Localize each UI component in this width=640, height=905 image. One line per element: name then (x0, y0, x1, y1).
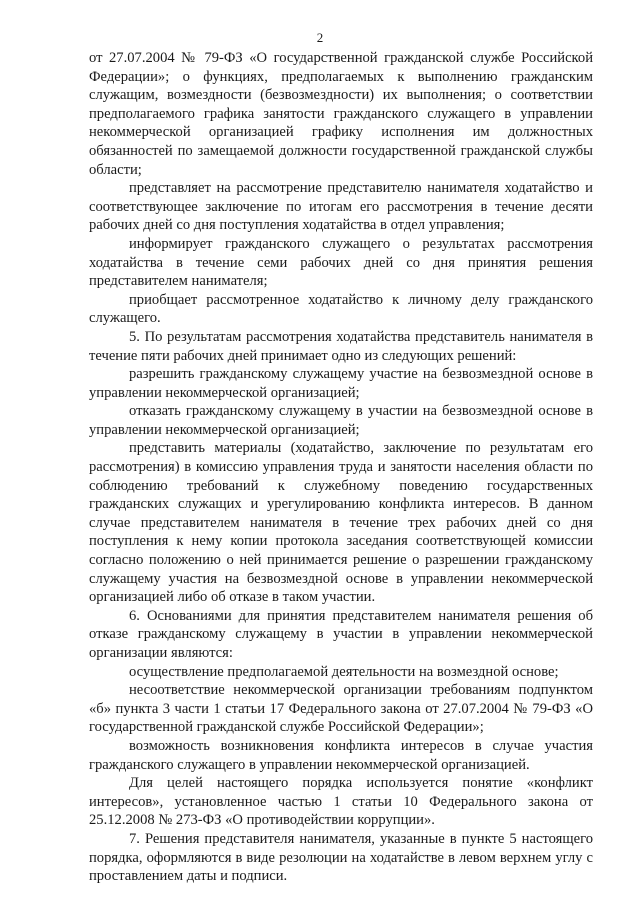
paragraph-item-5: 5. По результатам рассмотрения ходатайства представитель нанимателя в течение пяти рабочих дней принимает одно из следующих решений: (89, 328, 593, 364)
paragraph-decision-allow: разрешить гражданскому служащему участие на безвозмездной основе в управлении некоммерческой организацией; (89, 366, 593, 401)
paragraph-attach-to-file: приобщает рассмотренное ходатайство к личному делу гражданского служащего. (89, 291, 593, 327)
document-body (89, 49, 593, 886)
paragraph-decision-commission: представить материалы (ходатайство, заключение по результатам его рассмотрения) в комиссию управления труда и занятости населения области по соблюдению требований к служебному поведению государственных гражданских служащих и урегулированию конфликта интересов. В данном случае представителем нанимателя в течение трех рабочих дней со дня поступления к нему копии протокола заседания соответствующей комиссии согласно положению о ней принимается решение о разрешении гражданскому служащему участия на безвозмездной основе в управлении некоммерческой организацией либо об отказе в таком участии. (89, 440, 593, 606)
paragraph-decision-refuse: отказать гражданскому служащему в участии на безвозмездной основе в управлении некоммерческой организацией; (89, 403, 593, 438)
paragraph-ground-nonconformity: несоответствие некоммерческой организации требованиям подпунктом «б» пункта 3 части 1 статьи 17 Федерального закона от 27.07.2004 № 79-ФЗ «О государственной гражданской службе Российской Федерации»; (89, 682, 593, 736)
paragraph-submit-petition: представляет на рассмотрение представителю нанимателя ходатайство и соответствующее заключение по итогам его рассмотрения в течение десяти рабочих дней со дня поступления ходатайства в отдел управления; (89, 180, 593, 234)
paragraph-ground-conflict: возможность возникновения конфликта интересов в случае участия гражданского служащего в управлении некоммерческой организацией. (89, 737, 593, 773)
paragraph-inform-employee: информирует гражданского служащего о результатах рассмотрения ходатайства в течение семи рабочих дней со дня принятия решения представителем нанимателя; (89, 235, 593, 290)
paragraph-continuation: от 27.07.2004 № 79-ФЗ «О государственной гражданской службе Российской Федерации»; о функциях, предполагаемых к выполнению гражданским служащим, возмездности (безвозмездности) их выполнения; о соответствии предполагаемого графика занятости гражданского служащего в управлении некоммерческой организацией графику исполнения им должностных обязанностей по замещаемой должности государственной гражданской службы области; (89, 50, 593, 178)
paragraph-item-7: 7. Решения представителя нанимателя, указанные в пункте 5 настоящего порядка, оформляются в виде резолюции на ходатайстве в левом верхнем углу с проставлением даты и подписи. (89, 830, 593, 885)
paragraph-conflict-definition: Для целей настоящего порядка используется понятие «конфликт интересов», установленное частью 1 статьи 10 Федерального закона от 25.12.2008 № 273-ФЗ «О противодействии коррупции». (89, 775, 593, 829)
paragraph-item-6: 6. Основаниями для принятия представителем нанимателя решения об отказе гражданскому служащему в участии в управлении некоммерческой организации являются: (89, 607, 593, 661)
paragraph-ground-paid-basis: осуществление предполагаемой деятельности на возмездной основе; (129, 663, 559, 680)
page-number: 2 (316, 30, 324, 45)
